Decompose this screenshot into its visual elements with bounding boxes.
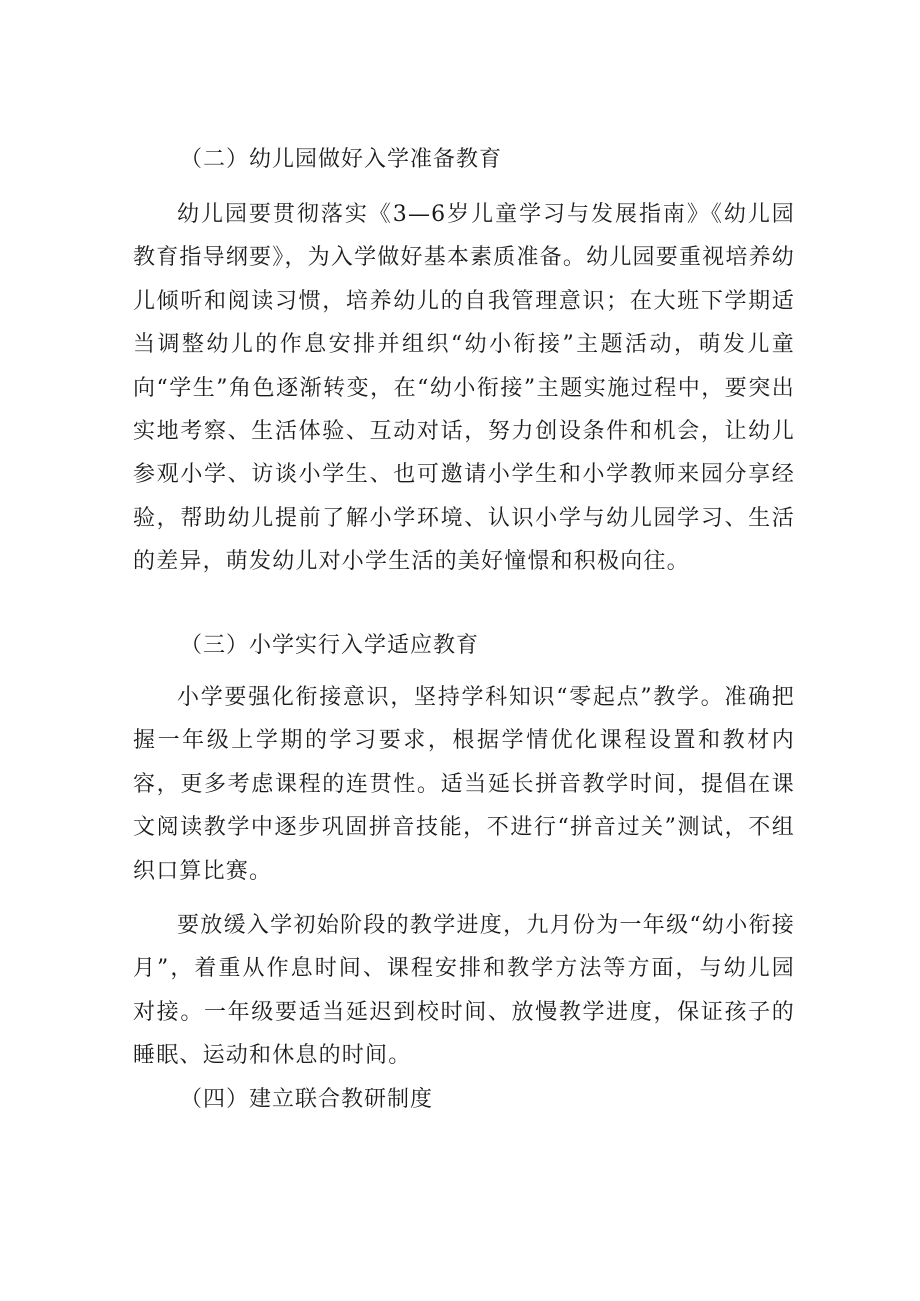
section-heading-2: （二）幼儿园做好入学准备教育 (180, 147, 503, 172)
paragraph-teaching-pace: 要放缓入学初始阶段的教学进度，九月份为一年级“幼小衔接月”，着重从作息时间、课程安排和教学方法等方面，与幼儿园对接。一年级要适当延迟到校时间、放慢教学进度，保证孩子的睡眠、运动和休息的时间。 (133, 913, 795, 1069)
paragraph-kindergarten-preparation: 幼儿园要贯彻落实《3—6岁儿童学习与发展指南》《幼儿园教育指导纲要》，为入学做好基本素质准备。幼儿园要重视培养幼儿倾听和阅读习惯，培养幼儿的自我管理意识；在大班下学期适当调整幼儿的作息安排并组织“幼小衔接”主题活动，萌发儿童向“学生”角色逐渐转变，在“幼小衔接”主题实施过程中，要突出实地考察、生活体验、互动对话，努力创设条件和机会，让幼儿参观小学、访谈小学生、也可邀请小学生和小学教师来园分享经验，帮助幼儿提前了解小学环境、认识小学与幼儿园学习、生活的差异，萌发幼儿对小学生活的美好憧憬和积极向往。 (133, 202, 795, 575)
paragraph-primary-school-adaptation: 小学要强化衔接意识，坚持学科知识“零起点”教学。准确把握一年级上学期的学习要求，根据学情优化课程设置和教材内容，更多考虑课程的连贯性。适当延长拼音教学时间，提倡在课文阅读教学中逐步巩固拼音技能，不进行“拼音过关”测试，不组织口算比赛。 (133, 685, 795, 884)
section-heading-4: （四）建立联合教研制度 (180, 1087, 434, 1112)
section-heading-3: （三）小学实行入学适应教育 (180, 633, 480, 658)
